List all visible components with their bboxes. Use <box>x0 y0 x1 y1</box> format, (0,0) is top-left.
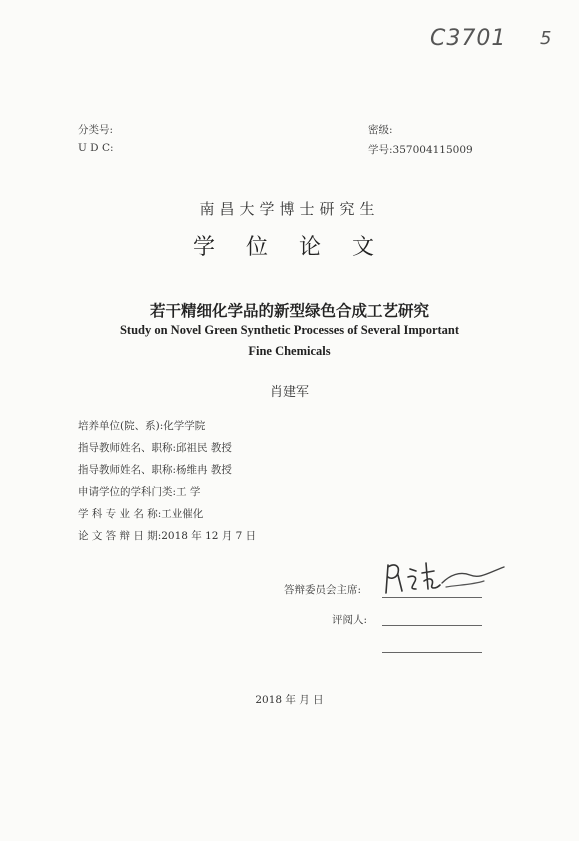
thesis-title-en-line1: Study on Novel Green Synthetic Processes of Several Important <box>119 323 460 337</box>
university-name: 南昌大学博士研究生 <box>199 200 380 218</box>
secret-level-label: 密级: <box>368 124 393 136</box>
student-id: 学号:357004115009 <box>368 144 473 156</box>
udc-label: U D C: <box>78 142 114 154</box>
committee-chair-label: 答辩委员会主席: <box>284 584 362 596</box>
classification-label: 分类号: <box>78 124 114 136</box>
info-line-advisor-1: 指导教师姓名、职称:邱祖民 教授 <box>78 442 232 454</box>
author-name: 肖建军 <box>269 385 309 400</box>
info-line-discipline: 申请学位的学科门类:工 学 <box>78 486 201 498</box>
handwritten-code: C3701 <box>430 26 507 51</box>
info-line-defense-date: 论 文 答 辩 日 期:2018 年 12 月 7 日 <box>78 530 257 542</box>
handwritten-mark: 5 <box>540 28 553 49</box>
info-line-advisor-2: 指导教师姓名、职称:杨维冉 教授 <box>78 464 232 476</box>
reviewer-line-2 <box>382 652 482 653</box>
footer-date: 2018 年 月 日 <box>255 694 324 706</box>
degree-title: 学 位 论 文 <box>193 235 386 260</box>
info-line-major: 学 科 专 业 名 称:工业催化 <box>78 508 204 520</box>
chair-signature <box>380 555 510 603</box>
info-line-unit: 培养单位(院、系):化学学院 <box>78 420 206 432</box>
reviewer-label: 评阅人: <box>332 614 368 626</box>
reviewer-line-1 <box>382 625 482 626</box>
thesis-title-cn: 若干精细化学品的新型绿色合成工艺研究 <box>149 302 429 320</box>
thesis-title-en-line2: Fine Chemicals <box>248 344 331 358</box>
